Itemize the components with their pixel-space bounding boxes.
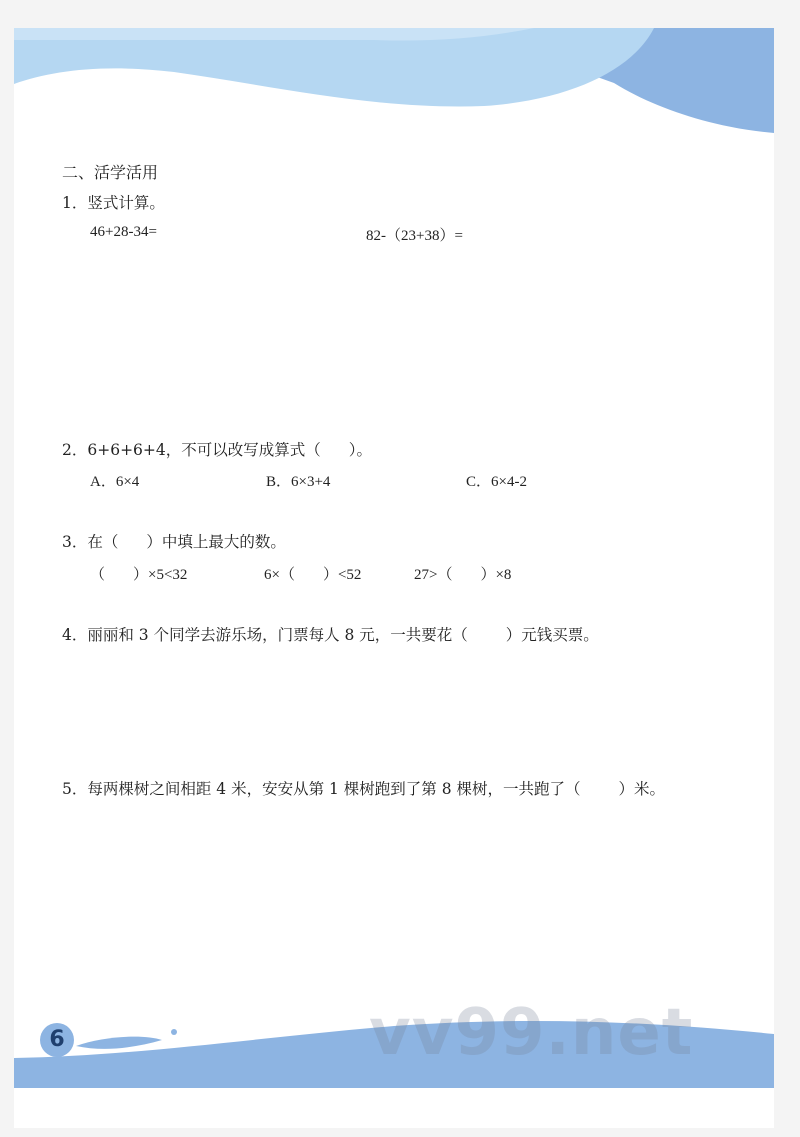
question-3-item-c xyxy=(414,563,511,584)
question-2-stem-text: 2．6+6+6+4，不可以改写成算式（ xyxy=(62,441,321,459)
question-3-stem xyxy=(62,530,286,552)
question-3-stem-text: 3．在（ xyxy=(62,533,119,551)
question-4-stem-end: ）元钱买票。 xyxy=(505,626,599,644)
question-2-stem xyxy=(62,438,372,460)
question-5-stem xyxy=(62,777,665,799)
top-wave-decoration xyxy=(14,28,774,138)
worksheet-page xyxy=(14,28,774,1128)
section-title: 二、活学活用 xyxy=(62,163,159,182)
item-a-text: ）×5<32 xyxy=(133,567,188,583)
item-b-text: 6×（ xyxy=(264,567,295,583)
paren-open: （ xyxy=(90,567,106,583)
question-2-stem-end: ）。 xyxy=(348,441,373,459)
item-c-end: ）×8 xyxy=(480,567,512,583)
question-2-option-a[interactable]: A．6×4 xyxy=(90,474,140,490)
page-number-badge: 6 xyxy=(40,1023,74,1057)
item-c-text: 27>（ xyxy=(414,567,453,583)
watermark: vv99.net xyxy=(369,996,694,1070)
question-2-option-c[interactable]: C．6×4-2 xyxy=(466,474,527,490)
question-3-stem-end: ）中填上最大的数。 xyxy=(146,533,286,551)
question-1-stem: 1．竖式计算。 xyxy=(62,194,165,212)
question-3-item-a xyxy=(90,563,187,584)
question-3-item-b xyxy=(264,563,361,584)
question-5-stem-text: 5．每两棵树之间相距 4 米，安安从第 1 棵树跑到了第 8 棵树，一共跑了（ xyxy=(62,780,581,798)
question-4-stem xyxy=(62,623,599,645)
item-b-end: ）<52 xyxy=(322,567,362,583)
question-1-expression-a: 46+28-34= xyxy=(90,224,157,240)
question-4-stem-text: 4．丽丽和 3 个同学去游乐场，门票每人 8 元，一共要花（ xyxy=(62,626,468,644)
question-1-expression-b: 82-（23+38）= xyxy=(366,228,463,244)
question-5-stem-end: ）米。 xyxy=(618,780,666,798)
question-2-option-b[interactable]: B．6×3+4 xyxy=(266,474,331,490)
